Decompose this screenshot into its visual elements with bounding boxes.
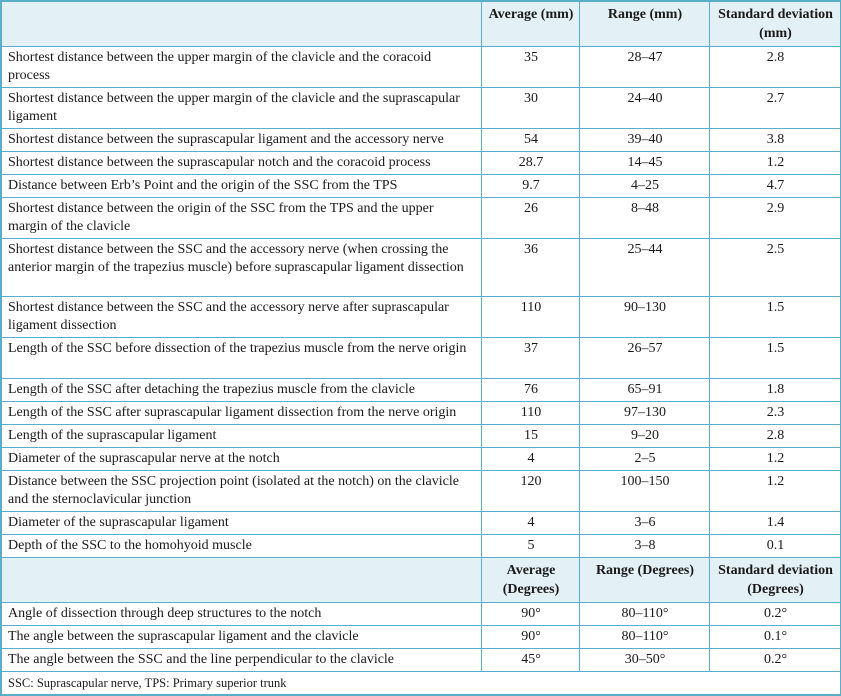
range-value: 25–44 (580, 239, 710, 297)
row-label: Angle of dissection through deep structures to the notch (2, 603, 482, 626)
footnote: SSC: Suprascapular nerve, TPS: Primary superior trunk (2, 672, 841, 695)
range-value: 9–20 (580, 425, 710, 448)
average-value: 54 (482, 129, 580, 152)
range-value: 39–40 (580, 129, 710, 152)
range-value: 14–45 (580, 152, 710, 175)
sd-value: 4.7 (710, 175, 841, 198)
row-label: Shortest distance between the SSC and the accessory nerve after suprascapular ligament dissection (2, 297, 482, 338)
sd-value: 2.3 (710, 402, 841, 425)
range-value: 2–5 (580, 448, 710, 471)
row-label: Length of the SSC after suprascapular ligament dissection from the nerve origin (2, 402, 482, 425)
average-value: 4 (482, 512, 580, 535)
average-value: 30 (482, 88, 580, 129)
average-value: 28.7 (482, 152, 580, 175)
sd-value: 1.5 (710, 338, 841, 379)
average-value: 15 (482, 425, 580, 448)
table-row (2, 129, 841, 152)
table-row (2, 471, 841, 512)
row-label: Diameter of the suprascapular ligament (2, 512, 482, 535)
footnote-row (2, 672, 841, 695)
header-blank-cell (2, 2, 482, 47)
row-label: Shortest distance between the origin of the SSC from the TPS and the upper margin of the clavicle (2, 198, 482, 239)
range-value: 28–47 (580, 47, 710, 88)
table-body (2, 2, 841, 695)
measurements-table (1, 1, 841, 695)
range-value: 30–50° (580, 649, 710, 672)
sd-value: 1.8 (710, 379, 841, 402)
row-label: Diameter of the suprascapular nerve at the notch (2, 448, 482, 471)
average-value: 110 (482, 402, 580, 425)
average-value: 5 (482, 535, 580, 558)
average-value: 4 (482, 448, 580, 471)
table-row (2, 175, 841, 198)
header-sd-mm: Standard deviation (mm) (710, 2, 841, 47)
sd-value: 2.9 (710, 198, 841, 239)
sd-value: 2.7 (710, 88, 841, 129)
range-value: 80–110° (580, 626, 710, 649)
range-value: 26–57 (580, 338, 710, 379)
row-label: The angle between the SSC and the line perpendicular to the clavicle (2, 649, 482, 672)
table-row (2, 448, 841, 471)
row-label: The angle between the suprascapular ligament and the clavicle (2, 626, 482, 649)
header-row-mm (2, 2, 841, 47)
header-sd-degrees: Standard deviation (Degrees) (710, 558, 841, 603)
range-value: 4–25 (580, 175, 710, 198)
row-label: Shortest distance between the SSC and the accessory nerve (when crossing the anterior margin of the trapezius muscle) before suprascapular ligament dissection (2, 239, 482, 297)
average-value: 37 (482, 338, 580, 379)
header-average-mm: Average (mm) (482, 2, 580, 47)
table-row (2, 379, 841, 402)
average-value: 110 (482, 297, 580, 338)
table-row (2, 626, 841, 649)
sd-value: 1.2 (710, 152, 841, 175)
table-row (2, 649, 841, 672)
sd-value: 1.2 (710, 471, 841, 512)
sd-value: 0.2° (710, 649, 841, 672)
row-label: Shortest distance between the suprascapular notch and the coracoid process (2, 152, 482, 175)
range-value: 90–130 (580, 297, 710, 338)
row-label: Length of the SSC after detaching the trapezius muscle from the clavicle (2, 379, 482, 402)
range-value: 80–110° (580, 603, 710, 626)
sd-value: 0.1° (710, 626, 841, 649)
table-row (2, 88, 841, 129)
row-label: Shortest distance between the upper margin of the clavicle and the suprascapular ligament (2, 88, 482, 129)
table-row (2, 198, 841, 239)
row-label: Shortest distance between the suprascapular ligament and the accessory nerve (2, 129, 482, 152)
row-label: Depth of the SSC to the homohyoid muscle (2, 535, 482, 558)
average-value: 76 (482, 379, 580, 402)
header-row-degrees (2, 558, 841, 603)
header-blank-cell (2, 558, 482, 603)
sd-value: 1.4 (710, 512, 841, 535)
range-value: 100–150 (580, 471, 710, 512)
table-row (2, 535, 841, 558)
range-value: 8–48 (580, 198, 710, 239)
average-value: 90° (482, 626, 580, 649)
sd-value: 1.5 (710, 297, 841, 338)
row-label: Shortest distance between the upper margin of the clavicle and the coracoid process (2, 47, 482, 88)
header-range-mm: Range (mm) (580, 2, 710, 47)
sd-value: 0.1 (710, 535, 841, 558)
table-row (2, 512, 841, 535)
average-value: 36 (482, 239, 580, 297)
range-value: 97–130 (580, 402, 710, 425)
table-row (2, 425, 841, 448)
table-row (2, 338, 841, 379)
sd-value: 2.8 (710, 425, 841, 448)
table-row (2, 239, 841, 297)
table-row (2, 297, 841, 338)
sd-value: 2.5 (710, 239, 841, 297)
average-value: 26 (482, 198, 580, 239)
table-row (2, 152, 841, 175)
sd-value: 2.8 (710, 47, 841, 88)
table-row (2, 47, 841, 88)
header-range-degrees: Range (Degrees) (580, 558, 710, 603)
sd-value: 3.8 (710, 129, 841, 152)
sd-value: 0.2° (710, 603, 841, 626)
average-value: 35 (482, 47, 580, 88)
row-label: Length of the SSC before dissection of the trapezius muscle from the nerve origin (2, 338, 482, 379)
row-label: Length of the suprascapular ligament (2, 425, 482, 448)
average-value: 45° (482, 649, 580, 672)
average-value: 120 (482, 471, 580, 512)
range-value: 24–40 (580, 88, 710, 129)
header-average-degrees: Average (Degrees) (482, 558, 580, 603)
average-value: 90° (482, 603, 580, 626)
table-row (2, 603, 841, 626)
range-value: 3–8 (580, 535, 710, 558)
table-row (2, 402, 841, 425)
sd-value: 1.2 (710, 448, 841, 471)
range-value: 3–6 (580, 512, 710, 535)
range-value: 65–91 (580, 379, 710, 402)
row-label: Distance between the SSC projection point (isolated at the notch) on the clavicle and the sternoclavicular junction (2, 471, 482, 512)
row-label: Distance between Erb’s Point and the origin of the SSC from the TPS (2, 175, 482, 198)
average-value: 9.7 (482, 175, 580, 198)
